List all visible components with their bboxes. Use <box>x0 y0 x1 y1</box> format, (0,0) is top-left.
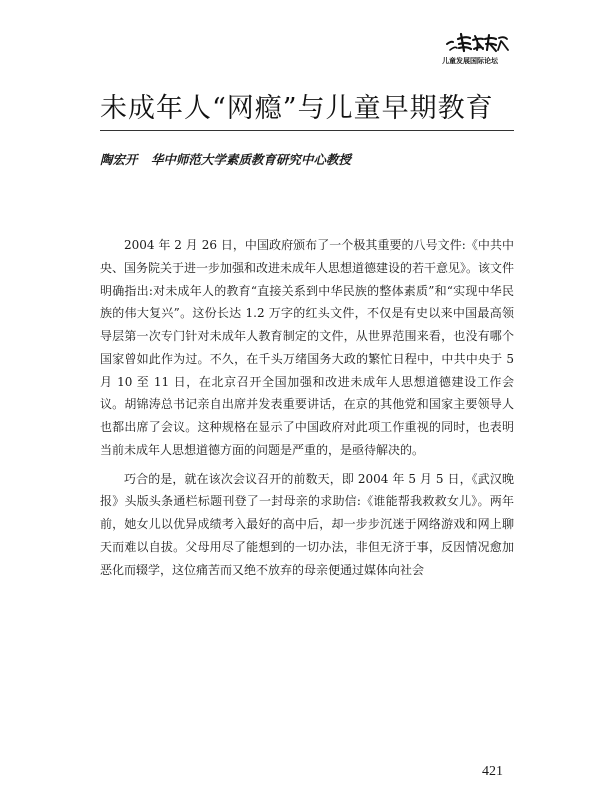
paragraph: 2004 年 2 月 26 日，中国政府颁布了一个极其重要的八号文件:《中共中央、国务院关于进一步加强和改进未成年人思想道德建设的若干意见》。该文件明确指出:对未成年人的教育“直接关系到中华民族的整体素质”和“实现中华民族的伟大复兴”。这份长达 1.2 万字的红头文件，不仅是有史以来中国最高领导层第一次专门针对未成年人教育制定的文件，从世界范围来看，也没有哪个国家曾如此作为过。不久，在千头万绪国务大政的繁忙日程中，中共中央于 5 月 10 至 11 日，在北京召开全国加强和改进未成年人思想道德建设工作会议。胡锦涛总书记亲自出席并发表重要讲话，在京的其他党和国家主要领导人也都出席了会议。这种规格在显示了中国政府对此项工作重视的同时，也表明当前未成年人思想道德方面的问题是严重的，是亟待解决的。 <box>100 238 515 457</box>
calligraphy-logo-icon <box>444 30 510 54</box>
page-number: 421 <box>482 764 503 779</box>
forum-logo <box>442 30 514 70</box>
byline <box>100 150 514 168</box>
article-title: 未成年人“网瘾”与儿童早期教育 <box>100 93 494 124</box>
paragraph: 巧合的是，就在该次会议召开的前数天，即 2004 年 5 月 5 日，《武汉晚报》头版头条通栏标题刊登了一封母亲的求助信:《谁能帮我救救女儿》。两年前，她女儿以优异成绩考入最好的高中后，却一步步沉迷于网络游戏和网上聊天而难以自拔。父母用尽了能想到的一切办法，非但无济于事，反因情况愈加恶化而辍学，这位痛苦而又绝不放弃的母亲便通过媒体向社会 <box>100 471 514 577</box>
logo-caption: 儿童发展国际论坛 <box>442 57 498 65</box>
article-body <box>100 234 514 587</box>
title-divider <box>100 130 514 131</box>
author-affiliation: 华中师范大学素质教育研究中心教授 <box>150 152 351 167</box>
author-name: 陶宏开 <box>100 152 138 167</box>
